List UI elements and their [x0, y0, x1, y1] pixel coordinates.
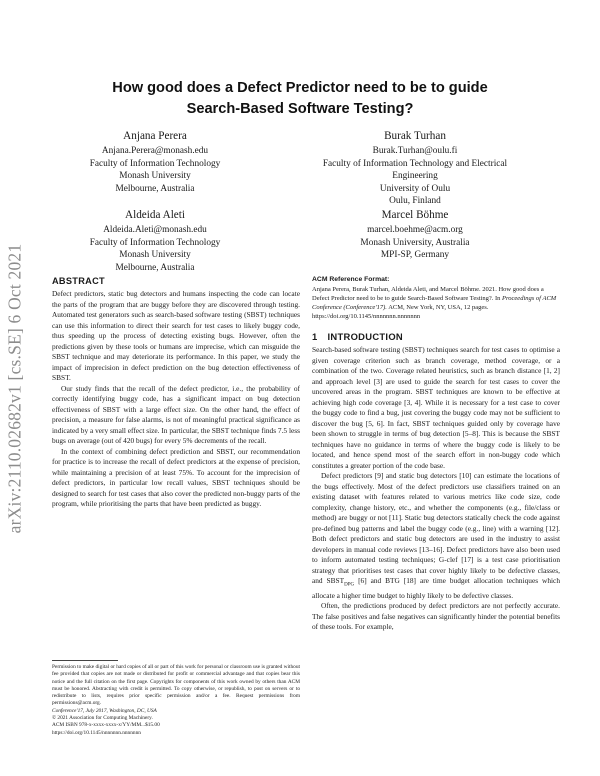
- author-affiliation: Monash University: [119, 171, 191, 182]
- reference-format-text: [312, 285, 560, 321]
- author-name: Anjana Perera: [123, 130, 187, 142]
- reference-venue: Proceedings of ACM Conference (Conference'17).: [312, 295, 557, 311]
- section-title: INTRODUCTION: [327, 331, 403, 342]
- left-column: [52, 276, 300, 510]
- isbn-line: ACM ISBN 978-x-xxxx-xxxx-x/YY/MM...$15.00: [52, 722, 160, 729]
- author-name: Marcel Böhme: [381, 209, 449, 221]
- reference-citation-tail: ACM, New York, NY, USA, 12 pages. https://doi.org/10.1145/nnnnnnn.nnnnnnn: [312, 304, 489, 320]
- copyright-line: © 2021 Association for Computing Machinery.: [52, 715, 153, 722]
- subscript-text: DPG: [344, 582, 355, 588]
- section-number: 1: [312, 331, 318, 342]
- introduction-text: [6] and BTG [18] are time budget allocation techniques which allocate a higher time budget to highly likely to be defective classes.: [312, 576, 560, 600]
- author-block: [80, 129, 230, 195]
- author-affiliation: Faculty of Information Technology and Electrical: [322, 158, 508, 169]
- reference-format-heading: ACM Reference Format:: [312, 276, 390, 283]
- author-affiliation: Monash University, Australia: [360, 237, 470, 248]
- author-affiliation: Engineering: [392, 171, 438, 182]
- introduction-heading: [312, 331, 560, 342]
- author-affiliation: University of Oulu: [379, 183, 451, 194]
- author-block: [340, 208, 490, 262]
- author-name: Burak Turhan: [384, 130, 446, 142]
- abstract-paragraph: Our study finds that the recall of the defect predictor, i.e., the probability of correctly identifying buggy code, has a significant impact on bug detection effectiveness of SBST with a large effect size. On the other hand, the effect of precision, a measure for false alarms, is not of meaningful practical significance as indicated by a very small effect size. In particular, the SBST technique finds 7.5 less bugs on average (out of 420 bugs) for every 5% decrements of the recall.: [52, 383, 300, 445]
- author-location: Melbourne, Australia: [115, 262, 195, 273]
- paper-title-line-1: How good does a Defect Predictor need to be to guide: [112, 80, 488, 96]
- paper-title: [60, 78, 540, 120]
- reference-citation: Anjana Perera, Burak Turhan, Aldeida Aleti, and Marcel Böhme. 2021. How good does a Defect Predictor need to be to guide Search-Based Software Testing?. In: [312, 286, 544, 302]
- author-affiliation: Monash University: [119, 250, 191, 261]
- author-email: marcel.boehme@acm.org: [367, 225, 463, 235]
- doi-line: https://doi.org/10.1145/nnnnnnn.nnnnnnn: [52, 729, 141, 736]
- author-affiliation: Faculty of Information Technology: [89, 237, 221, 248]
- abstract-paragraph: Defect predictors, static bug detectors and humans inspecting the code can locate the parts of the program that are buggy before they are discovered through testing. Automated test generators such as search-based software testing (SBST) techniques can use this information to direct their search for test cases to likely buggy code, thus speeding up the process of detecting existing bugs. However, often the predictions given by these tools or humans are imprecise, which can misguide the SBST technique and may deteriorate its performance. In this paper, we study the impact of imprecision in defect prediction on the bug detection effectiveness of SBST.: [52, 289, 300, 382]
- footnote-rule: [52, 660, 118, 661]
- author-email: Aldeida.Aleti@monash.edu: [103, 225, 207, 235]
- introduction-paragraph: Often, the predictions produced by defect predictors are not perfectly accurate. The false positives and false negatives can significantly hinder the potential benefits of these tools. For example,: [312, 601, 560, 632]
- author-name: Aldeida Aleti: [125, 209, 185, 221]
- introduction-paragraph: [312, 471, 560, 601]
- permission-notice: Permission to make digital or hard copies of all or part of this work for personal or classroom use is granted without fee provided that copies are not made or distributed for profit or commercial advantage and that copies bear this notice and the full citation on the first page. Copyrights for components of this work owned by others than ACM must be honored. Abstracting with credit is permitted. To copy otherwise, or republish, to post on servers or to redistribute to lists, requires prior specific permission and/or a fee. Request permissions from permissions@acm.org.: [52, 664, 300, 707]
- author-block: [310, 129, 520, 208]
- right-column: [312, 276, 560, 633]
- paper-title-line-2: Search-Based Software Testing?: [186, 101, 414, 117]
- introduction-paragraph: Search-based software testing (SBST) techniques search for test cases to optimise a given coverage criterion such as branch coverage, method coverage, or a combination of the two. Coverage related heuristics, such as branch distance [1, 2] and approach level [3] are used to guide the search for test cases to cover the uncovered areas in the program. SBST techniques are known to be effective at achieving high code coverage [3, 4]. While it is necessary for a test case to cover the buggy code to find a bug, just covering the buggy code may not be sufficient to discover the bug [5, 6]. In fact, SBST techniques guided only by coverage have been shown to struggle in terms of bug detection [5–8]. This is because the SBST techniques have no guidance in terms of where the buggy code is likely to be located, and hence spend most of the search effort in non-buggy code which constitutes a greater portion of the code base.: [312, 345, 560, 470]
- author-email: Anjana.Perera@monash.edu: [101, 146, 209, 156]
- copyright-footnote: [52, 660, 300, 737]
- author-email: Burak.Turhan@oulu.fi: [372, 146, 458, 156]
- author-affiliation: MPI-SP, Germany: [380, 250, 450, 261]
- abstract-heading: ABSTRACT: [52, 276, 105, 286]
- arxiv-stamp-text: arXiv:2110.02682v1 [cs.SE] 6 Oct 2021: [4, 243, 25, 533]
- abstract-paragraph: In the context of combining defect prediction and SBST, our recommendation for practice is to increase the recall of defect predictors at the expense of precision, while maintaining a precision of at least 75%. To account for the imprecision of defect predictors, in particular low recall values, SBST techniques should be designed to search for test cases that also cover the predicted non-buggy parts of the program, while prioritising the parts that have been predicted as buggy.: [52, 446, 300, 508]
- author-location: Oulu, Finland: [389, 196, 441, 207]
- conference-line: Conference'17, July 2017, Washington, DC, USA: [52, 707, 157, 714]
- arxiv-stamp: [4, 206, 26, 570]
- author-affiliation: Faculty of Information Technology: [89, 158, 221, 169]
- introduction-text: Defect predictors [9] and static bug detectors [10] can estimate the locations of the bugs effectively. Most of the defect predictors use classifiers trained on an existing dataset with features related to various metrics like code size, code complexity, change history, etc., and whether the components (e.g., file/class or method) are buggy or not [11]. Static bug detectors statically check the code against pre-defined bug patterns and label the buggy code (e.g., line) with a warning [12]. Both defect predictors and static bug detectors are used in the industry to assist developers in manual code reviews [13–16]. Defect predictors have also been used to inform automated testing techniques; G-clef [17] is a test case prioritisation strategy that prioritises test cases that cover highly likely to be defective classes, and SBST: [312, 471, 560, 585]
- author-block: [80, 208, 230, 274]
- author-location: Melbourne, Australia: [115, 183, 195, 194]
